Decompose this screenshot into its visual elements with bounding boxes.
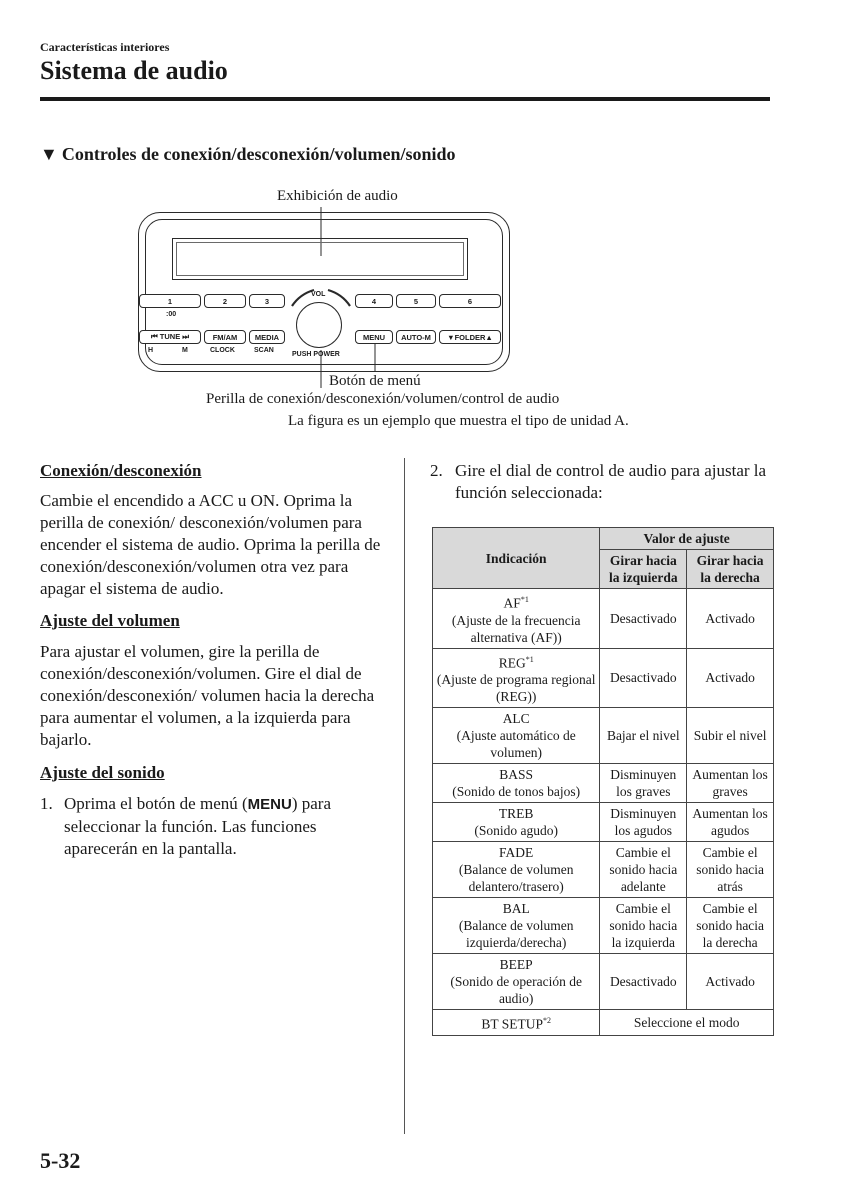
indicacion-description: (Balance de volumen izquierda/derecha) [458, 918, 574, 950]
table-cell-left: Desactivado [600, 589, 687, 649]
table-row [433, 764, 774, 803]
indicacion-description: (Sonido agudo) [474, 823, 558, 838]
power-text: Cambie el encendido a ACC u ON. Oprima la perilla de conexión/ desconexión/volumen para encender el sistema de audio. Oprima la perilla de conexión/desconexión/volumen otra vez para apagar el sistema de audio. [40, 491, 381, 598]
table-row [433, 803, 774, 842]
indicacion-description: (Ajuste automático de volumen) [456, 728, 576, 760]
tune-button[interactable]: ⏮ TUNE ⏭ [139, 330, 201, 344]
table-cell-value: Seleccione el modo [600, 1010, 774, 1036]
indicacion-description: (Balance de volumen delantero/trasero) [458, 862, 574, 894]
step-1-text [64, 793, 385, 860]
power-volume-knob[interactable] [296, 302, 342, 348]
indicacion-description: (Ajuste de la frecuencia alternativa (AF)) [451, 612, 581, 645]
fm-am-button[interactable]: FM/AM [204, 330, 246, 344]
indicacion-description: (Ajuste de programa regional (REG)) [436, 672, 596, 704]
indicacion-name: BAL [502, 901, 530, 916]
breadcrumb: Características interiores [40, 40, 170, 54]
header-girar-derecha: Girar hacia la derecha [687, 550, 774, 589]
table-body [433, 589, 774, 1010]
table-cell-left: Cambie el sonido hacia adelante [600, 842, 687, 898]
table-cell-indicacion [433, 803, 600, 842]
scan-label: SCAN [254, 347, 274, 354]
step-1-number: 1. [40, 794, 53, 813]
footnote-mark: *2 [543, 1016, 551, 1025]
media-button[interactable]: MEDIA [249, 330, 285, 344]
table-cell-left: Bajar el nivel [600, 708, 687, 764]
table-cell-indicacion [433, 648, 600, 708]
indicacion-name: FADE [499, 845, 534, 860]
preset-6-button[interactable]: 6 [439, 294, 501, 308]
table-cell-left: Disminuyen los graves [600, 764, 687, 803]
label-power-knob: Perilla de conexión/desconexión/volumen/control de audio [206, 391, 560, 407]
footnote-mark: *1 [525, 654, 534, 664]
table-cell-right: Aumentan los graves [687, 764, 774, 803]
table-cell-right: Activado [687, 954, 774, 1010]
footnote-mark: *1 [520, 595, 529, 604]
left-column [40, 460, 385, 860]
preset-5-button[interactable]: 5 [396, 294, 436, 308]
step-1-before: Oprima el botón de menú ( [64, 794, 248, 813]
step-2-text: Gire el dial de control de audio para ajustar la función seleccionada: [455, 461, 767, 502]
preset-1-sublabel: :00 [166, 311, 177, 318]
auto-m-button[interactable]: AUTO-M [396, 330, 436, 344]
sound-heading: Ajuste del sonido [40, 763, 165, 782]
header-girar-izquierda: Girar hacia la izquierda [600, 550, 687, 589]
table-cell-right: Cambie el sonido hacia atrás [687, 842, 774, 898]
header-indicacion: Indicación [433, 528, 600, 589]
menu-key-label: MENU [247, 796, 292, 813]
vol-label: VOL [311, 291, 326, 298]
table-cell-right: Subir el nivel [687, 708, 774, 764]
indicacion-name: ALC [502, 711, 530, 726]
table-cell-left: Cambie el sonido hacia la izquierda [600, 898, 687, 954]
table-cell-indicacion [433, 708, 600, 764]
preset-1-button[interactable]: 1 [139, 294, 201, 308]
table-cell-indicacion [433, 898, 600, 954]
triangle-down-icon: ▼ [40, 144, 58, 164]
preset-3-button[interactable]: 3 [249, 294, 285, 308]
table-row [433, 898, 774, 954]
folder-button[interactable]: ▼FOLDER▲ [439, 330, 501, 344]
header-valor-ajuste: Valor de ajuste [600, 528, 774, 550]
indicacion-name: BEEP [499, 957, 533, 972]
table-cell-right: Activado [687, 589, 774, 649]
page-number: 5-32 [40, 1148, 81, 1173]
table-cell-indicacion [433, 764, 600, 803]
table-row [433, 708, 774, 764]
volume-text: Para ajustar el volumen, gire la perilla de conexión/desconexión/volumen. Gire el dial de conexión/desconexión/ volumen hacia la derecha para aumentar el volumen, a la izquierda para bajarlo. [40, 642, 375, 749]
step-1 [40, 793, 385, 860]
volume-heading: Ajuste del volumen [40, 611, 180, 630]
power-heading: Conexión/desconexión [40, 461, 202, 480]
section-heading-text: Controles de conexión/desconexión/volumen/sonido [61, 144, 456, 164]
audio-display [172, 238, 468, 280]
indicacion-description: (Sonido de operación de audio) [450, 974, 582, 1006]
step-1-after: ) para seleccionar la función. Las funciones aparecerán en la pantalla. [64, 794, 331, 858]
indicacion-description: (Sonido de tonos bajos) [452, 784, 581, 799]
indicacion-name: BT SETUP [481, 1016, 543, 1032]
table-cell-indicacion [433, 954, 600, 1010]
indicacion-name: REG [498, 655, 526, 670]
preset-2-button[interactable]: 2 [204, 294, 246, 308]
table-row [433, 648, 774, 708]
figure-caption: La figura es un ejemplo que muestra el tipo de unidad A. [288, 413, 629, 429]
table-row [433, 589, 774, 649]
table-cell-left: Desactivado [600, 954, 687, 1010]
table-row [433, 842, 774, 898]
step-2 [430, 460, 775, 504]
table-cell-right: Cambie el sonido hacia la derecha [687, 898, 774, 954]
table-cell-left: Desactivado [600, 648, 687, 708]
table-cell-right: Activado [687, 648, 774, 708]
tune-m-label: M [182, 347, 188, 354]
table-cell-right: Aumentan los agudos [687, 803, 774, 842]
table-header-row [433, 528, 774, 550]
push-power-label: PUSH POWER [292, 351, 340, 358]
label-menu-button: Botón de menú [329, 373, 421, 389]
indicacion-name: TREB [498, 806, 534, 821]
menu-button[interactable]: MENU [355, 330, 393, 344]
indicacion-name: BASS [499, 767, 534, 782]
label-audio-display: Exhibición de audio [277, 188, 398, 204]
page-title: Sistema de audio [40, 56, 228, 85]
audio-settings-table [432, 527, 774, 1036]
table-cell-indicacion [433, 589, 600, 649]
table-cell-indicacion [433, 1010, 600, 1036]
column-divider [404, 458, 405, 1134]
preset-4-button[interactable]: 4 [355, 294, 393, 308]
table-row [433, 1010, 774, 1036]
clock-label: CLOCK [210, 347, 235, 354]
step-2-number: 2. [430, 461, 443, 480]
table-cell-left: Disminuyen los agudos [600, 803, 687, 842]
tune-h-label: H [148, 347, 154, 354]
indicacion-name: AF [503, 595, 521, 611]
table-cell-indicacion [433, 842, 600, 898]
table-row [433, 954, 774, 1010]
